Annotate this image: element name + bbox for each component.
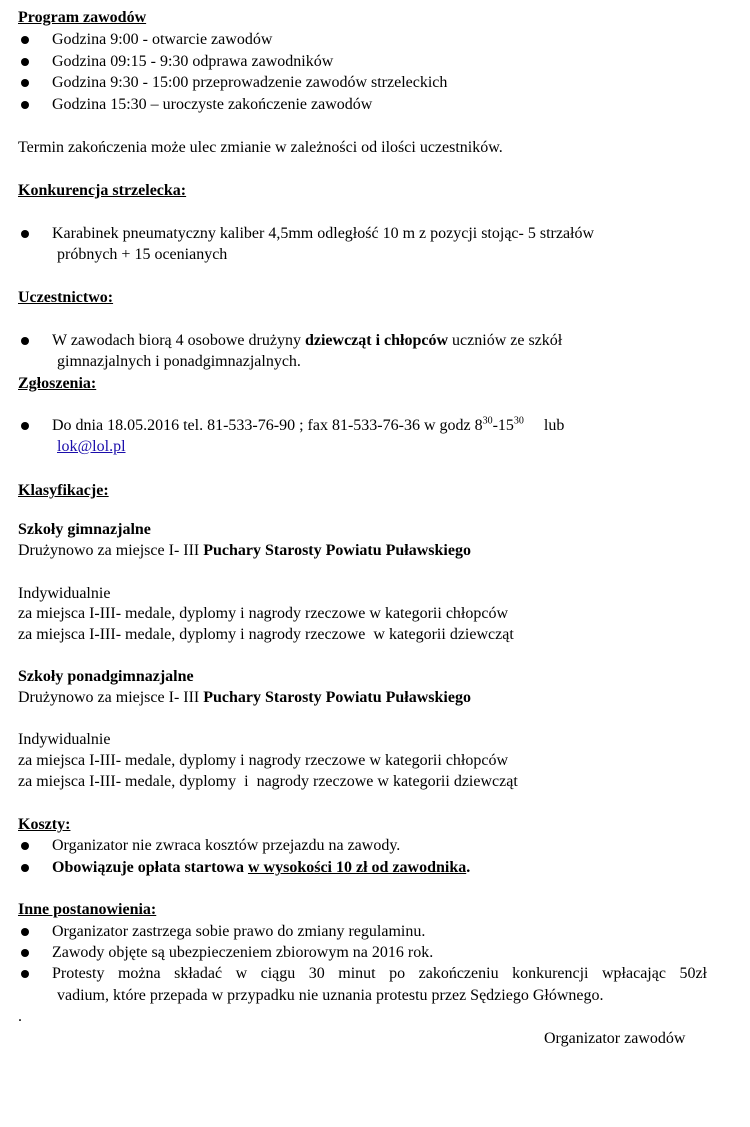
bullet-icon: [21, 928, 29, 936]
ponad-team-pre: Drużynowo za miejsce I- III: [18, 689, 204, 706]
zgloszenia-post: lub: [523, 417, 565, 434]
gim-team-pre: Drużynowo za miejsce I- III: [18, 542, 204, 559]
ponad-boys: za miejsca I-III- medale, dyplomy i nagrody rzeczowe w kategorii chłopców: [18, 752, 509, 769]
bullet-icon: [21, 949, 29, 957]
uczestnictwo-post: uczniów ze szkół: [448, 332, 563, 349]
gim-ind: Indywidualnie: [18, 585, 111, 602]
bullet-icon: [21, 842, 29, 850]
gim-team: [18, 541, 471, 561]
ponad-team: [18, 688, 471, 708]
program-item: Godzina 09:15 - 9:30 odprawa zawodników: [52, 53, 334, 70]
koszty-item2: [52, 858, 470, 878]
email-link[interactable]: lok@lol.pl: [57, 438, 126, 455]
zgloszenia-sup2: 30: [513, 415, 524, 427]
bullet-icon: [21, 101, 29, 109]
signature: Organizator zawodów: [544, 1030, 686, 1047]
program-item: Godzina 9:00 - otwarcie zawodów: [52, 31, 273, 48]
inne-item1: Organizator zastrzega sobie prawo do zmiany regulaminu.: [52, 923, 426, 940]
ponad-ind: Indywidualnie: [18, 731, 111, 748]
bullet-icon: [21, 79, 29, 87]
ponad-title: Szkoły ponadgimnazjalne: [18, 668, 194, 685]
stray-dot: .: [18, 1008, 22, 1025]
program-item: Godzina 15:30 – uroczyste zakończenie zawodów: [52, 96, 373, 113]
bullet-icon: [21, 58, 29, 66]
inne-item2: Zawody objęte są ubezpieczeniem zbiorowym na 2016 rok.: [52, 944, 434, 961]
bullet-icon: [21, 970, 29, 978]
zgloszenia-mid: -15: [492, 417, 514, 434]
zgloszenia-line1: [52, 416, 564, 436]
bullet-icon: [21, 864, 29, 872]
gim-girls: za miejsca I-III- medale, dyplomy i nagrody rzeczowe w kategorii dziewcząt: [18, 626, 514, 643]
inne-item3-line1: Protesty można składać w ciągu 30 minut po zakończeniu konkurencji wpłacając 50zł: [52, 965, 707, 982]
konkurencja-line1: Karabinek pneumatyczny kaliber 4,5mm odległość 10 m z pozycji stojąc- 5 strzałów: [52, 225, 595, 242]
bullet-icon: [21, 337, 29, 345]
inne-heading: Inne postanowienia:: [18, 901, 157, 918]
koszty-item2-underline: w wysokości 10 zł od zawodnika: [247, 859, 467, 876]
bullet-icon: [21, 422, 29, 430]
uczestnictwo-heading: Uczestnictwo:: [18, 289, 114, 306]
uczestnictwo-pre: W zawodach biorą 4 osobowe drużyny: [52, 332, 305, 349]
program-note: Termin zakończenia może ulec zmianie w zależności od ilości uczestników.: [18, 139, 503, 156]
gim-title: Szkoły gimnazjalne: [18, 521, 151, 538]
uczestnictwo-line2: gimnazjalnych i ponadgimnazjalnych.: [57, 353, 301, 370]
bullet-icon: [21, 230, 29, 238]
bullet-icon: [21, 36, 29, 44]
program-heading: Program zawodów: [18, 9, 147, 26]
zgloszenia-pre: Do dnia 18.05.2016 tel. 81-533-76-90 ; fax 81-533-76-36 w godz 8: [52, 417, 483, 434]
klasyfikacje-heading: Klasyfikacje:: [18, 482, 109, 499]
uczestnictwo-line1: [52, 331, 562, 351]
ponad-girls: za miejsca I-III- medale, dyplomy i nagrody rzeczowe w kategorii dziewcząt: [18, 773, 518, 790]
inne-item3-line2: vadium, które przepada w przypadku nie uznania protestu przez Sędziego Głównego.: [57, 987, 604, 1004]
program-item: Godzina 9:30 - 15:00 przeprowadzenie zawodów strzeleckich: [52, 74, 448, 91]
koszty-item1: Organizator nie zwraca kosztów przejazdu na zawody.: [52, 837, 401, 854]
zgloszenia-heading: Zgłoszenia:: [18, 375, 97, 392]
zgloszenia-sup1: 30: [482, 415, 493, 427]
koszty-heading: Koszty:: [18, 816, 71, 833]
ponad-team-bold: Puchary Starosty Powiatu Puławskiego: [203, 689, 471, 706]
gim-team-bold: Puchary Starosty Powiatu Puławskiego: [203, 542, 471, 559]
konkurencja-line2: próbnych + 15 ocenianych: [57, 246, 228, 263]
koszty-item2-end: .: [466, 859, 471, 876]
koszty-item2-bold: Obowiązuje opłata startowa: [52, 859, 248, 876]
uczestnictwo-bold: dziewcząt i chłopców: [304, 332, 449, 349]
gim-boys: za miejsca I-III- medale, dyplomy i nagrody rzeczowe w kategorii chłopców: [18, 605, 509, 622]
konkurencja-heading: Konkurencja strzelecka:: [18, 182, 187, 199]
